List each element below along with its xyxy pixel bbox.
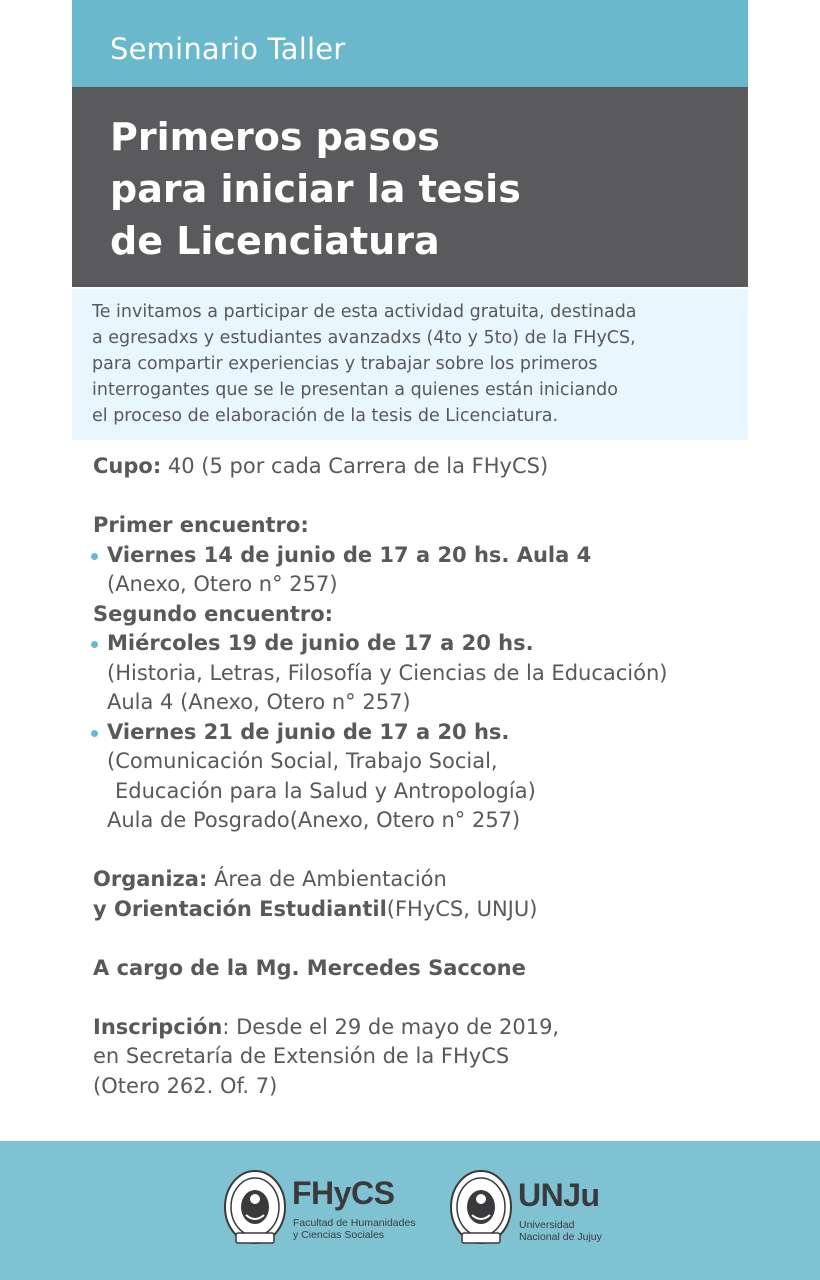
primer-encuentro-label: Primer encuentro: xyxy=(93,513,309,537)
university-seal-icon xyxy=(448,1167,514,1251)
organiza-row-2: y Orientación Estudiantil(FHyCS, UNJU) xyxy=(93,896,538,921)
intro-band xyxy=(72,289,748,440)
university-seal-icon xyxy=(222,1167,288,1251)
segundo-encuentro-careers-a: (Historia, Letras, Filosofía y Ciencias de la Educación) xyxy=(107,660,668,685)
inscripcion-label: Inscripción xyxy=(93,1014,223,1039)
cupo-row xyxy=(93,452,773,482)
segundo-encuentro-place-b: Aula de Posgrado(Anexo, Otero n° 257) xyxy=(107,808,521,832)
segundo-encuentro-label: Segundo encuentro: xyxy=(93,601,334,626)
logo-name: FHyCS xyxy=(292,1175,395,1211)
fhycs-logo xyxy=(222,1167,416,1251)
segundo-encuentro-careers-b2: Educación para la Salud y Antropología) xyxy=(115,778,536,803)
unju-logo xyxy=(448,1167,608,1251)
bullet-icon xyxy=(91,730,98,737)
bullet-icon xyxy=(91,641,98,648)
bullet-icon xyxy=(91,553,98,560)
segundo-encuentro-careers-b1: (Comunicación Social, Trabajo Social, xyxy=(107,749,498,773)
inscripcion-row xyxy=(93,1013,773,1043)
segundo-encuentro-date-b: Viernes 21 de junio de 17 a 20 hs. xyxy=(93,718,773,748)
inscripcion-value: : Desde el 29 de mayo de 2019, xyxy=(222,1014,560,1039)
intro-line: el proceso de elaboración de la tesis de Licenciatura. xyxy=(92,406,559,426)
footer-band xyxy=(0,1141,820,1280)
intro-text xyxy=(92,299,732,429)
organiza-label: Organiza: xyxy=(93,867,208,891)
title-band xyxy=(72,87,748,287)
primer-encuentro-place: (Anexo, Otero n° 257) xyxy=(107,572,338,596)
header-band xyxy=(72,0,748,87)
primer-encuentro-date: Viernes 14 de junio de 17 a 20 hs. Aula 4 xyxy=(93,541,773,571)
logo-subtitle: Facultad de Humanidades y Ciencias Sociales xyxy=(293,1217,416,1241)
title-line: Primeros pasos xyxy=(110,115,440,159)
title-line: de Licenciatura xyxy=(110,219,440,263)
inscripcion-office: (Otero 262. Of. 7) xyxy=(93,1073,278,1098)
logo-subtitle: Universidad Nacional de Jujuy xyxy=(519,1219,602,1243)
cupo-value: 40 (5 por cada Carrera de la FHyCS) xyxy=(161,454,549,478)
organiza-row xyxy=(93,865,773,895)
segundo-encuentro-date-a: Miércoles 19 de junio de 17 a 20 hs. xyxy=(93,629,773,659)
inscripcion-place: en Secretaría de Extensión de la FHyCS xyxy=(93,1044,510,1068)
cupo-label: Cupo: xyxy=(93,454,162,478)
title-line: para iniciar la tesis xyxy=(110,167,521,211)
intro-line: Te invitamos a participar de esta actividad gratuita, destinada xyxy=(92,302,637,322)
segundo-encuentro-place-a: Aula 4 (Anexo, Otero n° 257) xyxy=(107,690,411,714)
organiza-value: Área de Ambientación xyxy=(207,867,447,891)
event-details xyxy=(93,452,773,1101)
event-type: Seminario Taller xyxy=(110,32,346,66)
a-cargo: A cargo de la Mg. Mercedes Saccone xyxy=(93,955,526,980)
intro-line: a egresadxs y estudiantes avanzadxs (4to y 5to) de la FHyCS, xyxy=(92,328,636,348)
intro-line: para compartir experiencias y trabajar sobre los primeros xyxy=(92,354,598,374)
logo-name: UNJu xyxy=(518,1177,600,1213)
intro-line: interrogantes que se le presentan a quienes están iniciando xyxy=(92,380,618,400)
page-title xyxy=(110,111,521,267)
